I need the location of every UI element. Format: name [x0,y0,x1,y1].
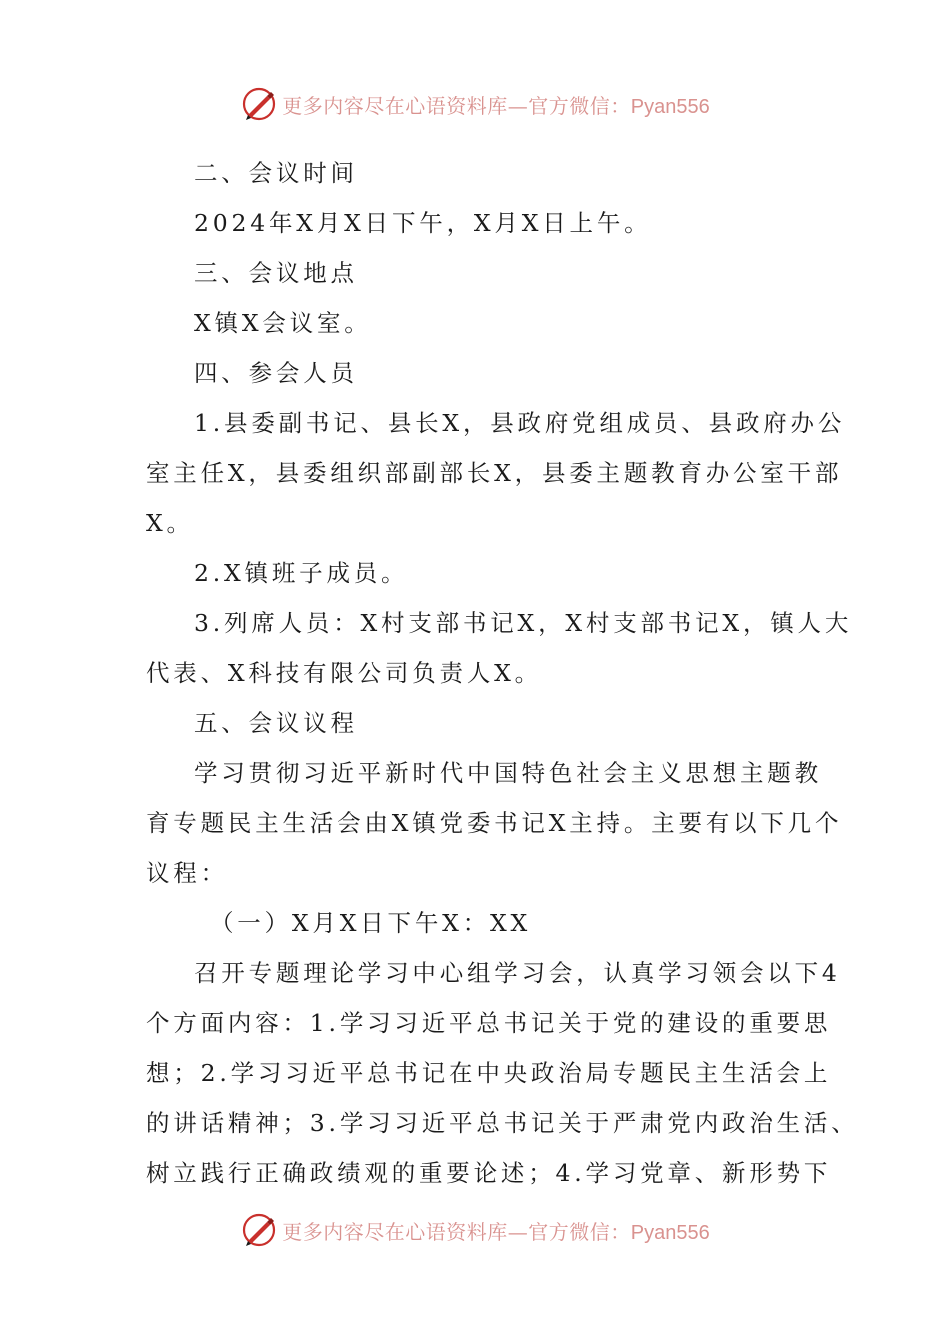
agenda-intro-line-2: 育专题民主生活会由X镇党委书记X主持。主要有以下几个 [146,809,843,837]
agenda-session-1-line-5: 树立践行正确政绩观的重要论述；4.学习党章、新形势下 [146,1159,832,1187]
heading-meeting-location: 三、会议地点 [194,259,358,287]
banner-text: 更多内容尽在心语资料库—官方微信：Pyan556 [282,1219,710,1244]
wechat-handle: Pyan556 [630,1221,710,1244]
wechat-handle: Pyan556 [630,95,710,118]
banner-text: 更多内容尽在心语资料库—官方微信：Pyan556 [282,93,710,118]
agenda-intro-line-3: 议程： [146,859,228,887]
agenda-session-1-line-2: 个方面内容：1.学习习近平总书记关于党的建设的重要思 [146,1009,832,1037]
agenda-session-1-heading: （一）X月X日下午X：XX [210,909,532,937]
paragraph-meeting-location: X镇X会议室。 [194,309,372,337]
paragraph-meeting-time: 2024年X月X日下午，X月X日上午。 [194,209,652,237]
footer-watermark-banner [0,1208,950,1252]
heading-meeting-time: 二、会议时间 [194,159,358,187]
participants-item-3-line-1: 3.列席人员：X村支部书记X，X村支部书记X，镇人大 [194,609,853,637]
participants-item-1-line-1: 1.县委副书记、县长X，县政府党组成员、县政府办公 [194,409,846,437]
document-body [146,148,859,1198]
participants-item-2: 2.X镇班子成员。 [194,559,409,587]
agenda-session-1-line-4: 的讲话精神；3.学习习近平总书记关于严肃党内政治生活、 [146,1109,859,1137]
pen-logo-icon [240,85,278,123]
participants-item-1-line-3: X。 [146,509,194,537]
agenda-session-1-line-1: 召开专题理论学习中心组学习会，认真学习领会以下4 [194,959,841,987]
participants-item-1-line-2: 室主任X，县委组织部副部长X，县委主题教育办公室干部 [146,459,843,487]
agenda-session-1-line-3: 想；2.学习习近平总书记在中央政治局专题民主生活会上 [146,1059,832,1087]
agenda-intro-line-1: 学习贯彻习近平新时代中国特色社会主义思想主题教 [194,759,822,787]
heading-participants: 四、参会人员 [194,359,358,387]
header-watermark-banner [0,82,950,126]
participants-item-3-line-2: 代表、X科技有限公司负责人X。 [146,659,542,687]
pen-logo-icon [240,1211,278,1249]
heading-agenda: 五、会议议程 [194,709,358,737]
